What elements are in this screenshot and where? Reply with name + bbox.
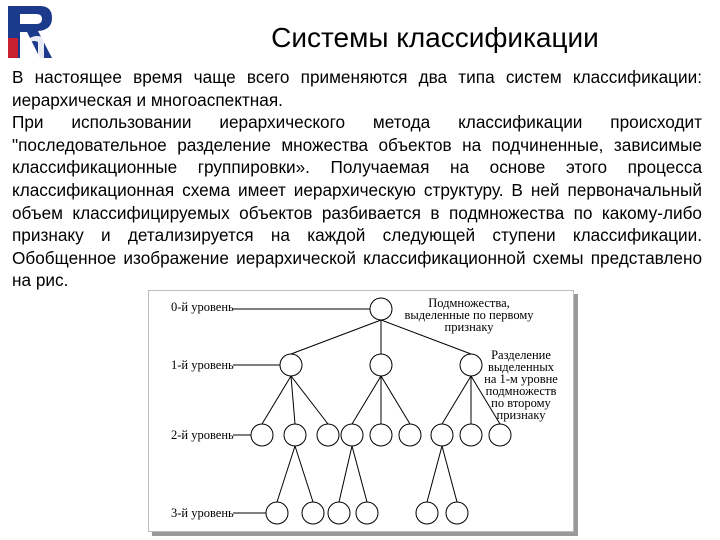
level-3-label: 3-й уровень (171, 506, 234, 520)
note-top-line-1: Подмножества, (428, 296, 510, 310)
hierarchy-figure (148, 290, 574, 532)
hse-logo (0, 0, 56, 64)
note-right-line-2: выделенных (487, 360, 555, 374)
paragraph-2: При использовании иерархического метода классификации происходит "последовательное разделение множества объектов на подчиненные, зависимые классификационные группировки». Получаемая на основе этого процесса классификационная схема имеет иерархическую структуру. В ней первоначальный объем классифицируемых объектов разбивается в подмножества по какому-либо признаку и детализируется на каждой следующей ступени классификации. Обобщенное изображение иерархической классификационной схемы представлено на рис. (12, 112, 702, 291)
tree-edge (381, 376, 410, 424)
tree-node-root (370, 298, 392, 320)
tree-edge (442, 446, 457, 502)
tree-node-level-3 (266, 502, 288, 524)
tree-node-level-2 (370, 424, 392, 446)
note-top-line-3: признаку (444, 320, 494, 334)
note-top-line-2: выделенные по первому (404, 308, 534, 322)
tree-node-level-3 (356, 502, 378, 524)
slide-title: Системы классификации (271, 22, 599, 53)
tree-node-level-3 (446, 502, 468, 524)
tree-node-level-2 (341, 424, 363, 446)
tree-edge (339, 446, 352, 502)
tree-node-level-2 (489, 424, 511, 446)
level-1-label: 1-й уровень (171, 358, 234, 372)
note-right-line-6: признаку (496, 408, 546, 422)
tree-node-level-1 (460, 354, 482, 376)
hse-logo-icon (0, 0, 56, 64)
tree-node-level-3 (328, 502, 350, 524)
hierarchy-diagram (149, 291, 573, 531)
note-right-line-4: подмножеств (485, 384, 557, 398)
tree-node-level-3 (302, 502, 324, 524)
tree-edge (352, 376, 381, 424)
tree-node-level-2 (284, 424, 306, 446)
tree-node-level-1 (370, 354, 392, 376)
tree-node-level-2 (460, 424, 482, 446)
level-0-label: 0-й уровень (171, 300, 234, 314)
tree-node-level-1 (280, 354, 302, 376)
tree-edge (442, 376, 471, 424)
tree-edge (427, 446, 442, 502)
tree-edge (291, 376, 328, 424)
tree-edge (277, 446, 295, 502)
slide-body (12, 66, 702, 292)
level-2-label: 2-й уровень (171, 428, 234, 442)
note-right-line-3: на 1-м уровне (484, 372, 558, 386)
note-right-line-1: Разделение (491, 348, 551, 362)
paragraph-1: В настоящее время чаще всего применяются два типа систем классификации: иерархическая и многоаспектная. (12, 67, 702, 110)
tree-edge (295, 446, 313, 502)
tree-node-level-3 (416, 502, 438, 524)
tree-node-level-2 (251, 424, 273, 446)
tree-edge (262, 376, 291, 424)
tree-node-level-2 (317, 424, 339, 446)
tree-edge (291, 376, 295, 424)
tree-edge (291, 320, 381, 354)
tree-node-level-2 (399, 424, 421, 446)
tree-edge (352, 446, 367, 502)
tree-node-level-2 (431, 424, 453, 446)
note-right-line-5: по второму (491, 396, 551, 410)
